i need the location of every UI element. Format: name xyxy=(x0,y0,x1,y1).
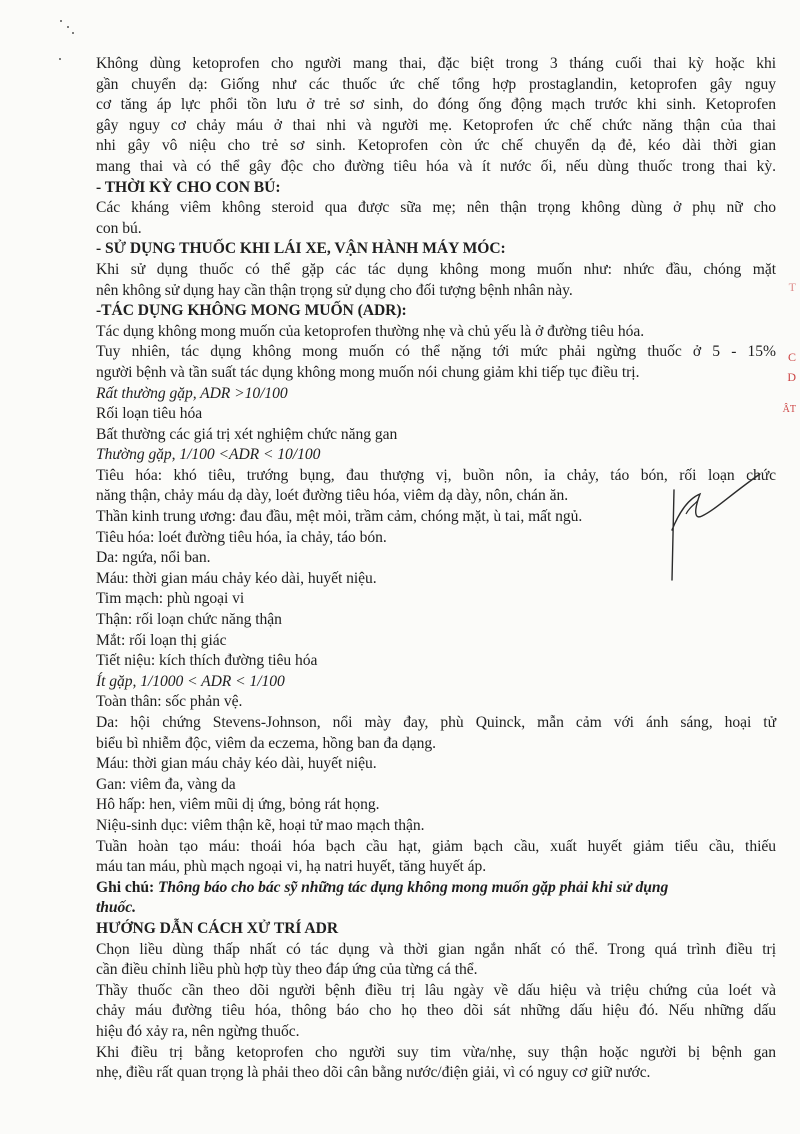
text-line: gây nguy cơ chảy máu ở thai nhi và người mẹ. Ketoprofen ức chế chức năng thận của thai xyxy=(96,116,776,134)
text-line: Da: ngứa, nổi ban. xyxy=(96,549,211,567)
text-line: Máu: thời gian máu chảy kéo dài, huyết niệu. xyxy=(96,569,377,587)
text-line: nhẹ, điều rất quan trọng là phải theo dõi cân bằng nước/điện giải, vì có nguy cơ giữ nước. xyxy=(96,1064,651,1082)
note-line xyxy=(96,878,776,899)
text-line: Tuần hoàn tạo máu: thoái hóa bạch cầu hạt, giảm bạch cầu, xuất huyết giảm tiểu cầu, thiếu xyxy=(96,837,776,855)
text-line: Không dùng ketoprofen cho người mang thai, đặc biệt trong 3 tháng cuối thai kỳ hoặc khi xyxy=(96,55,776,72)
text-line: mang thai và có thể gây độc cho đường tiêu hóa và ít nước ối, nếu dùng thuốc trong thai kỳ. xyxy=(96,157,776,175)
text-line: Thận: rối loạn chức năng thận xyxy=(96,611,282,629)
text-line: Chọn liều dùng thấp nhất có tác dụng và thời gian ngắn nhất có thể. Trong quá trình điều trị xyxy=(96,940,776,958)
margin-mark: ÂT xyxy=(782,404,796,415)
text-line: người bệnh và tần suất tác dụng không mong muốn nói chung giảm khi tiếp tục điều trị. xyxy=(96,363,640,381)
text-line: cần điều chỉnh liều phù hợp tùy theo đáp ứng của từng cá thể. xyxy=(96,961,478,979)
note-text: Thông báo cho bác sỹ những tác dụng không mong muốn gặp phải khi sử dụng xyxy=(154,878,669,896)
text-line: Hô hấp: hen, viêm mũi dị ứng, bỏng rát họng. xyxy=(96,796,380,814)
margin-mark: C xyxy=(787,350,796,364)
text-line: Tác dụng không mong muốn của ketoprofen thường nhẹ và chủ yếu là ở đường tiêu hóa. xyxy=(96,322,645,340)
text-line: cơ tăng áp lực phổi tồn lưu ở trẻ sơ sinh, do đóng ống động mạch trước khi sinh. Ketoprofen xyxy=(96,96,776,114)
text-line: máu tan máu, phù mạch ngoại vi, hạ natri huyết, tăng huyết áp. xyxy=(96,858,487,876)
section-heading: HƯỚNG DẪN CÁCH XỬ TRÍ ADR xyxy=(96,919,339,937)
text-line: Tiêu hóa: loét đường tiêu hóa, ỉa chảy, táo bón. xyxy=(96,528,387,546)
text-line: năng thận, chảy máu dạ dày, loét đường tiêu hóa, viêm dạ dày, nôn, chán ăn. xyxy=(96,487,569,505)
text-line: Thầy thuốc cần theo dõi người bệnh điều trị lâu ngày về dấu hiệu và triệu chứng của loét và xyxy=(96,981,776,999)
text-line: Tiết niệu: kích thích đường tiêu hóa xyxy=(96,652,318,670)
text-line: Tiêu hóa: khó tiêu, trướng bụng, đau thượng vị, buồn nôn, ỉa chảy, táo bón, rối loạn chức xyxy=(96,466,776,484)
text-line: Ít gặp, 1/1000 < ADR < 1/100 xyxy=(96,672,285,690)
section-heading: - SỬ DỤNG THUỐC KHI LÁI XE, VẬN HÀNH MÁY MÓC: xyxy=(96,240,506,258)
scan-specks xyxy=(58,18,88,78)
text-line: chảy máu đường tiêu hóa, thông báo cho họ theo dõi sát những dấu hiệu đó. Nếu những dấu xyxy=(96,1002,776,1020)
text-line: Toàn thân: sốc phản vệ. xyxy=(96,693,243,711)
margin-mark: T xyxy=(788,280,796,294)
text-line: Thường gặp, 1/100 <ADR < 10/100 xyxy=(96,446,321,464)
section-heading: - THỜI KỲ CHO CON BÚ: xyxy=(96,178,281,196)
text-line: Da: hội chứng Stevens-Johnson, nổi mày đay, phù Quinck, mẫn cảm với ánh sáng, hoại tử xyxy=(96,714,776,731)
text-line: Rất thường gặp, ADR >10/100 xyxy=(96,384,288,402)
text-line: nhi gây vô niệu cho trẻ sơ sinh. Ketoprofen còn ức chế chuyển dạ đẻ, kéo dài thời gian xyxy=(96,137,776,155)
text-line: gần chuyển dạ: Giống như các thuốc ức chế tổng hợp prostaglandin, ketoprofen gây nguy xyxy=(96,75,776,93)
text-line: con bú. xyxy=(96,219,142,237)
margin-mark: D xyxy=(787,370,796,384)
text-line: Mắt: rối loạn thị giác xyxy=(96,631,227,649)
text-line: Khi điều trị bằng ketoprofen cho người suy tim vừa/nhẹ, suy thận hoặc người bị bệnh gan xyxy=(96,1043,776,1061)
section-heading: -TÁC DỤNG KHÔNG MONG MUỐN (ADR): xyxy=(96,302,407,320)
note-label: Ghi chú: xyxy=(96,878,155,896)
text-line: Rối loạn tiêu hóa xyxy=(96,405,203,423)
text-line: Máu: thời gian máu chảy kéo dài, huyết niệu. xyxy=(96,755,377,773)
text-line: thuốc. xyxy=(96,899,136,917)
text-line: Bất thường các giá trị xét nghiệm chức năng gan xyxy=(96,425,398,443)
text-line: Gan: viêm đa, vàng da xyxy=(96,775,236,793)
text-line: Thần kinh trung ương: đau đầu, mệt mỏi, trầm cảm, chóng mặt, ù tai, mất ngủ. xyxy=(96,508,583,526)
text-line: Tuy nhiên, tác dụng không mong muốn có thể nặng tới mức phải ngừng thuốc ở 5 - 15% xyxy=(96,343,776,361)
text-line: Khi sử dụng thuốc có thể gặp các tác dụng không mong muốn như: nhức đầu, chóng mặt xyxy=(96,260,776,278)
text-line: Các kháng viêm không steroid qua được sữa mẹ; nên thận trọng không dùng ở phụ nữ cho xyxy=(96,199,776,217)
text-line: Niệu-sinh dục: viêm thận kẽ, hoại tử mao mạch thận. xyxy=(96,816,425,834)
text-line: hiệu đó xảy ra, nên ngừng thuốc. xyxy=(96,1022,300,1040)
text-line: nên không sử dụng hay cần thận trọng sử dụng cho đối tượng bệnh nhân này. xyxy=(96,281,573,299)
text-line: Tim mạch: phù ngoại vi xyxy=(96,590,245,608)
handwritten-signature xyxy=(660,470,770,590)
text-line: biểu bì nhiễm độc, viêm da eczema, hồng ban đa dạng. xyxy=(96,734,436,752)
